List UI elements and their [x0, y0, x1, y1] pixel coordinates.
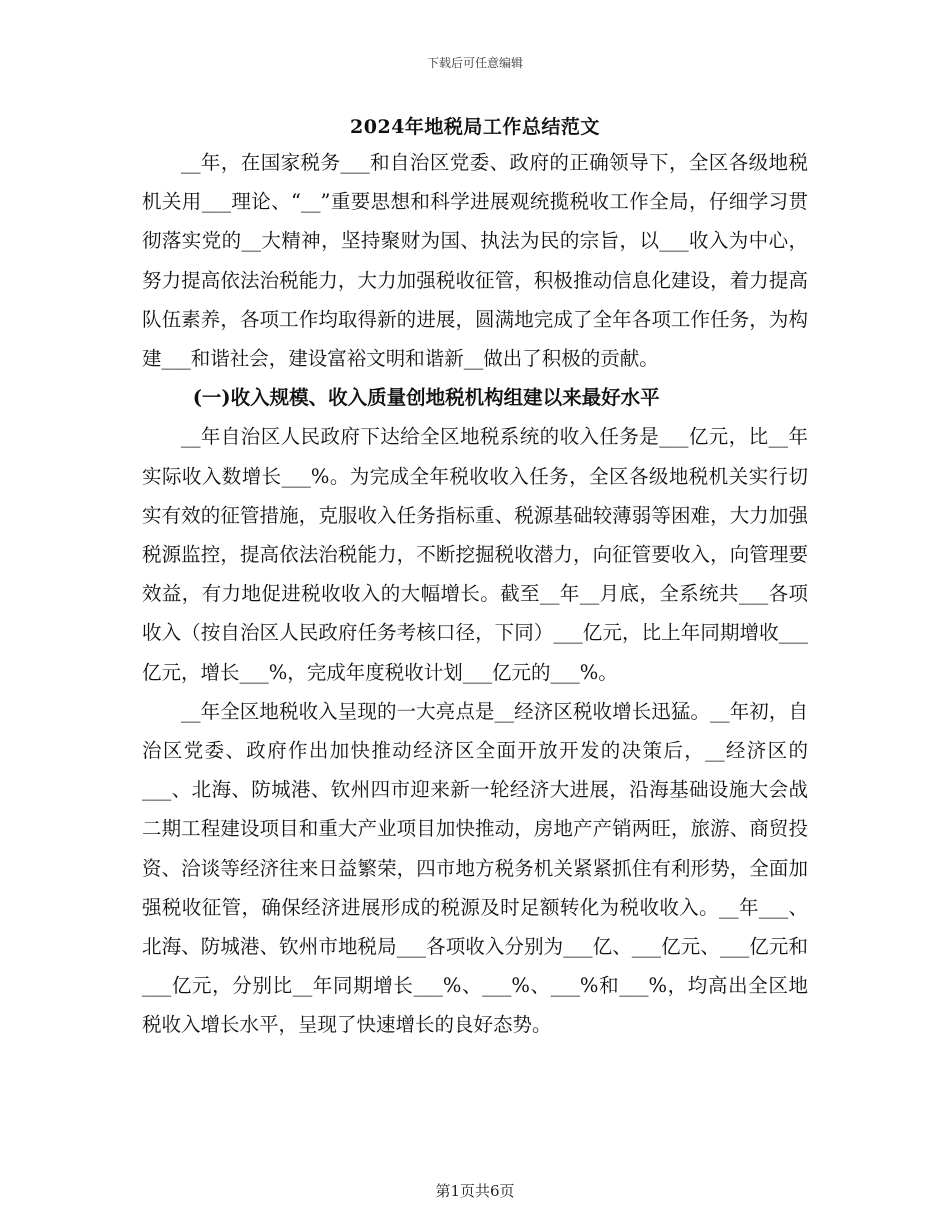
paragraph-economic-zone: __年全区地税收入呈现的一大亮点是__经济区税收增长迅猛。__年初，自治区党委、政府作出加快推动经济区全面开放开发的决策后，__经济区的___、北海、防城港、钦州四市迎来新一轮经济大进展，沿海基础设施大会战二期工程建设项目和重大产业项目加快推动，房地产产销两旺，旅游、商贸投资、洽谈等经济往来日益繁荣，四市地方税务机关紧紧抓住有利形势，全面加强税收征管，确保经济进展形成的税源及时足额转化为税收收入。__年___、北海、防城港、钦州市地税局___各项收入分别为___亿、___亿元、___亿元和___亿元，分别比__年同期增长___%、___%、___%和___%，均高出全区地税收入增长水平，呈现了快速增长的良好态势。 — [142, 699, 808, 1037]
paragraph-intro: __年，在国家税务___和自治区党委、政府的正确领导下，全区各级地税机关用___理论、“__”重要思想和科学进展观统揽税收工作全局，仔细学习贯彻落实党的__大精神，坚持聚财为国、执法为民的宗旨，以___收入为中心，努力提高依法治税能力，大力加强税收征管，积极推动信息化建设，着力提高队伍素养，各项工作均取得新的进展，圆满地完成了全年各项工作任务，为构建___和谐社会，建设富裕文明和谐新__做出了积极的贡献。 — [142, 151, 808, 371]
header-note: 下载后可任意编辑 — [426, 56, 523, 70]
paragraph-revenue-task: __年自治区人民政府下达给全区地税系统的收入任务是___亿元，比__年实际收入数增长___%。为完成全年税收收入任务，全区各级地税机关实行切实有效的征管措施，克服收入任务指标重、税源基础较薄弱等困难，大力加强税源监控，提高依法治税能力，不断挖掘税收潜力，向征管要收入，向管理要效益，有力地促进税收收入的大幅增长。截至__年__月底，全系统共___各项收入（按自治区人民政府任务考核口径，下同）___亿元，比上年同期增收___亿元，增长___%，完成年度税收计划___亿元的___%。 — [142, 425, 808, 684]
page-title: 2024年地税局工作总结范文 — [350, 116, 600, 138]
page-number: 第1页共6页 — [435, 1182, 515, 1200]
section-heading: (一)收入规模、收入质量创地税机构组建以来最好水平 — [192, 386, 660, 410]
document-body — [142, 143, 808, 1045]
